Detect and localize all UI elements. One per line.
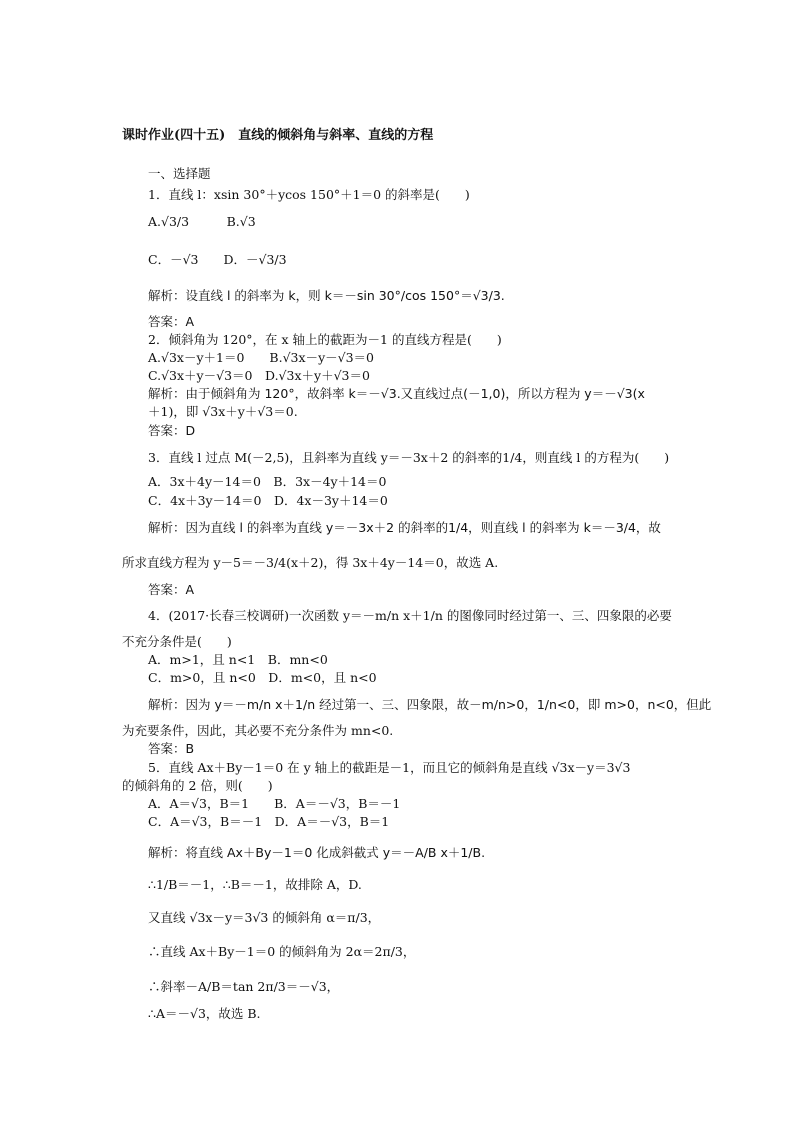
q1-answer: 答案：A [148,314,195,329]
q4-solution-line1: 解析：因为 y＝－m/n x＋1/n 经过第一、三、四象限，故－m/n>0，1/n<0，即 m>0，n<0，但此 [148,697,712,712]
q2-options-ab: A.√3x－y＋1＝0 B.√3x－y－√3＝0 [148,350,374,365]
q5-solution-line6: ∴A＝－√3，故选 B. [148,1006,261,1021]
question-2: 2．倾斜角为 120°，在 x 轴上的截距为－1 的直线方程是( ) [148,332,502,347]
q2-options-cd: C.√3x＋y－√3＝0 D.√3x＋y＋√3＝0 [148,368,370,383]
q3-options-ab: A．3x＋4y－14＝0 B．3x－4y＋14＝0 [148,474,387,489]
q5-options-cd: C．A＝√3，B＝－1 D．A＝－√3，B＝1 [148,814,390,829]
question-4-line1: 4．(2017·长春三校调研)一次函数 y＝－m/n x＋1/n 的图像同时经过第一、三、四象限的必要 [148,608,672,623]
q1-solution: 解析：设直线 l 的斜率为 k，则 k＝－sin 30°/cos 150°＝√3/3. [148,288,505,303]
page-title: 课时作业(四十五) 直线的倾斜角与斜率、直线的方程 [122,128,434,143]
q5-options-ab: A．A＝√3，B＝1 B．A＝－√3，B＝－1 [148,796,401,811]
q2-solution-line2: ＋1)，即 √3x＋y＋√3＝0. [148,404,298,419]
q1-options-cd: C．－√3 D．－√3/3 [148,252,287,267]
section-heading: 一、选择题 [148,166,211,181]
q4-options-cd: C．m>0，且 n<0 D．m<0，且 n<0 [148,670,377,685]
q3-options-cd: C．4x＋3y－14＝0 D．4x－3y＋14＝0 [148,493,388,508]
q2-solution-line1: 解析：由于倾斜角为 120°，故斜率 k＝－√3.又直线过点(－1,0)，所以方程为 y＝－√3(x [148,386,645,401]
question-5-line2: 的倾斜角的 2 倍，则( ) [122,778,273,793]
q3-answer: 答案：A [148,582,195,597]
q3-solution-line2: 所求直线方程为 y－5＝－3/4(x＋2)，得 3x＋4y－14＝0，故选 A. [122,555,499,570]
q5-solution-line2: ∴1/B＝－1，∴B＝－1，故排除 A，D. [148,877,362,892]
q4-options-ab: A．m>1，且 n<1 B．mn<0 [148,652,328,667]
question-5-line1: 5．直线 Ax＋By－1＝0 在 y 轴上的截距是－1，而且它的倾斜角是直线 √3x－y＝3√3 [148,760,631,775]
q5-solution-line3: 又直线 √3x－y＝3√3 的倾斜角 α＝π/3， [148,910,381,925]
question-1: 1．直线 l：xsin 30°＋ycos 150°＋1＝0 的斜率是( ) [148,187,470,202]
q5-solution-line4: ∴直线 Ax＋By－1＝0 的倾斜角为 2α＝2π/3， [148,944,416,959]
question-3: 3．直线 l 过点 M(－2,5)，且斜率为直线 y＝－3x＋2 的斜率的1/4，则直线 l 的方程为( ) [148,450,670,465]
q2-answer: 答案：D [148,423,196,438]
q1-options-ab: A.√3/3 B.√3 [148,214,256,229]
q5-solution-line5: ∴斜率－A/B＝tan 2π/3＝－√3， [148,979,340,994]
question-4-line2: 不充分条件是( ) [122,634,232,649]
q4-solution-line2: 为充要条件，因此，其必要不充分条件为 mn<0. [122,723,394,738]
q3-solution-line1: 解析：因为直线 l 的斜率为直线 y＝－3x＋2 的斜率的1/4，则直线 l 的斜率为 k＝－3/4，故 [148,520,661,535]
q5-solution-line1: 解析：将直线 Ax＋By－1＝0 化成斜截式 y＝－A/B x＋1/B. [148,845,486,860]
q4-answer: 答案：B [148,741,195,756]
